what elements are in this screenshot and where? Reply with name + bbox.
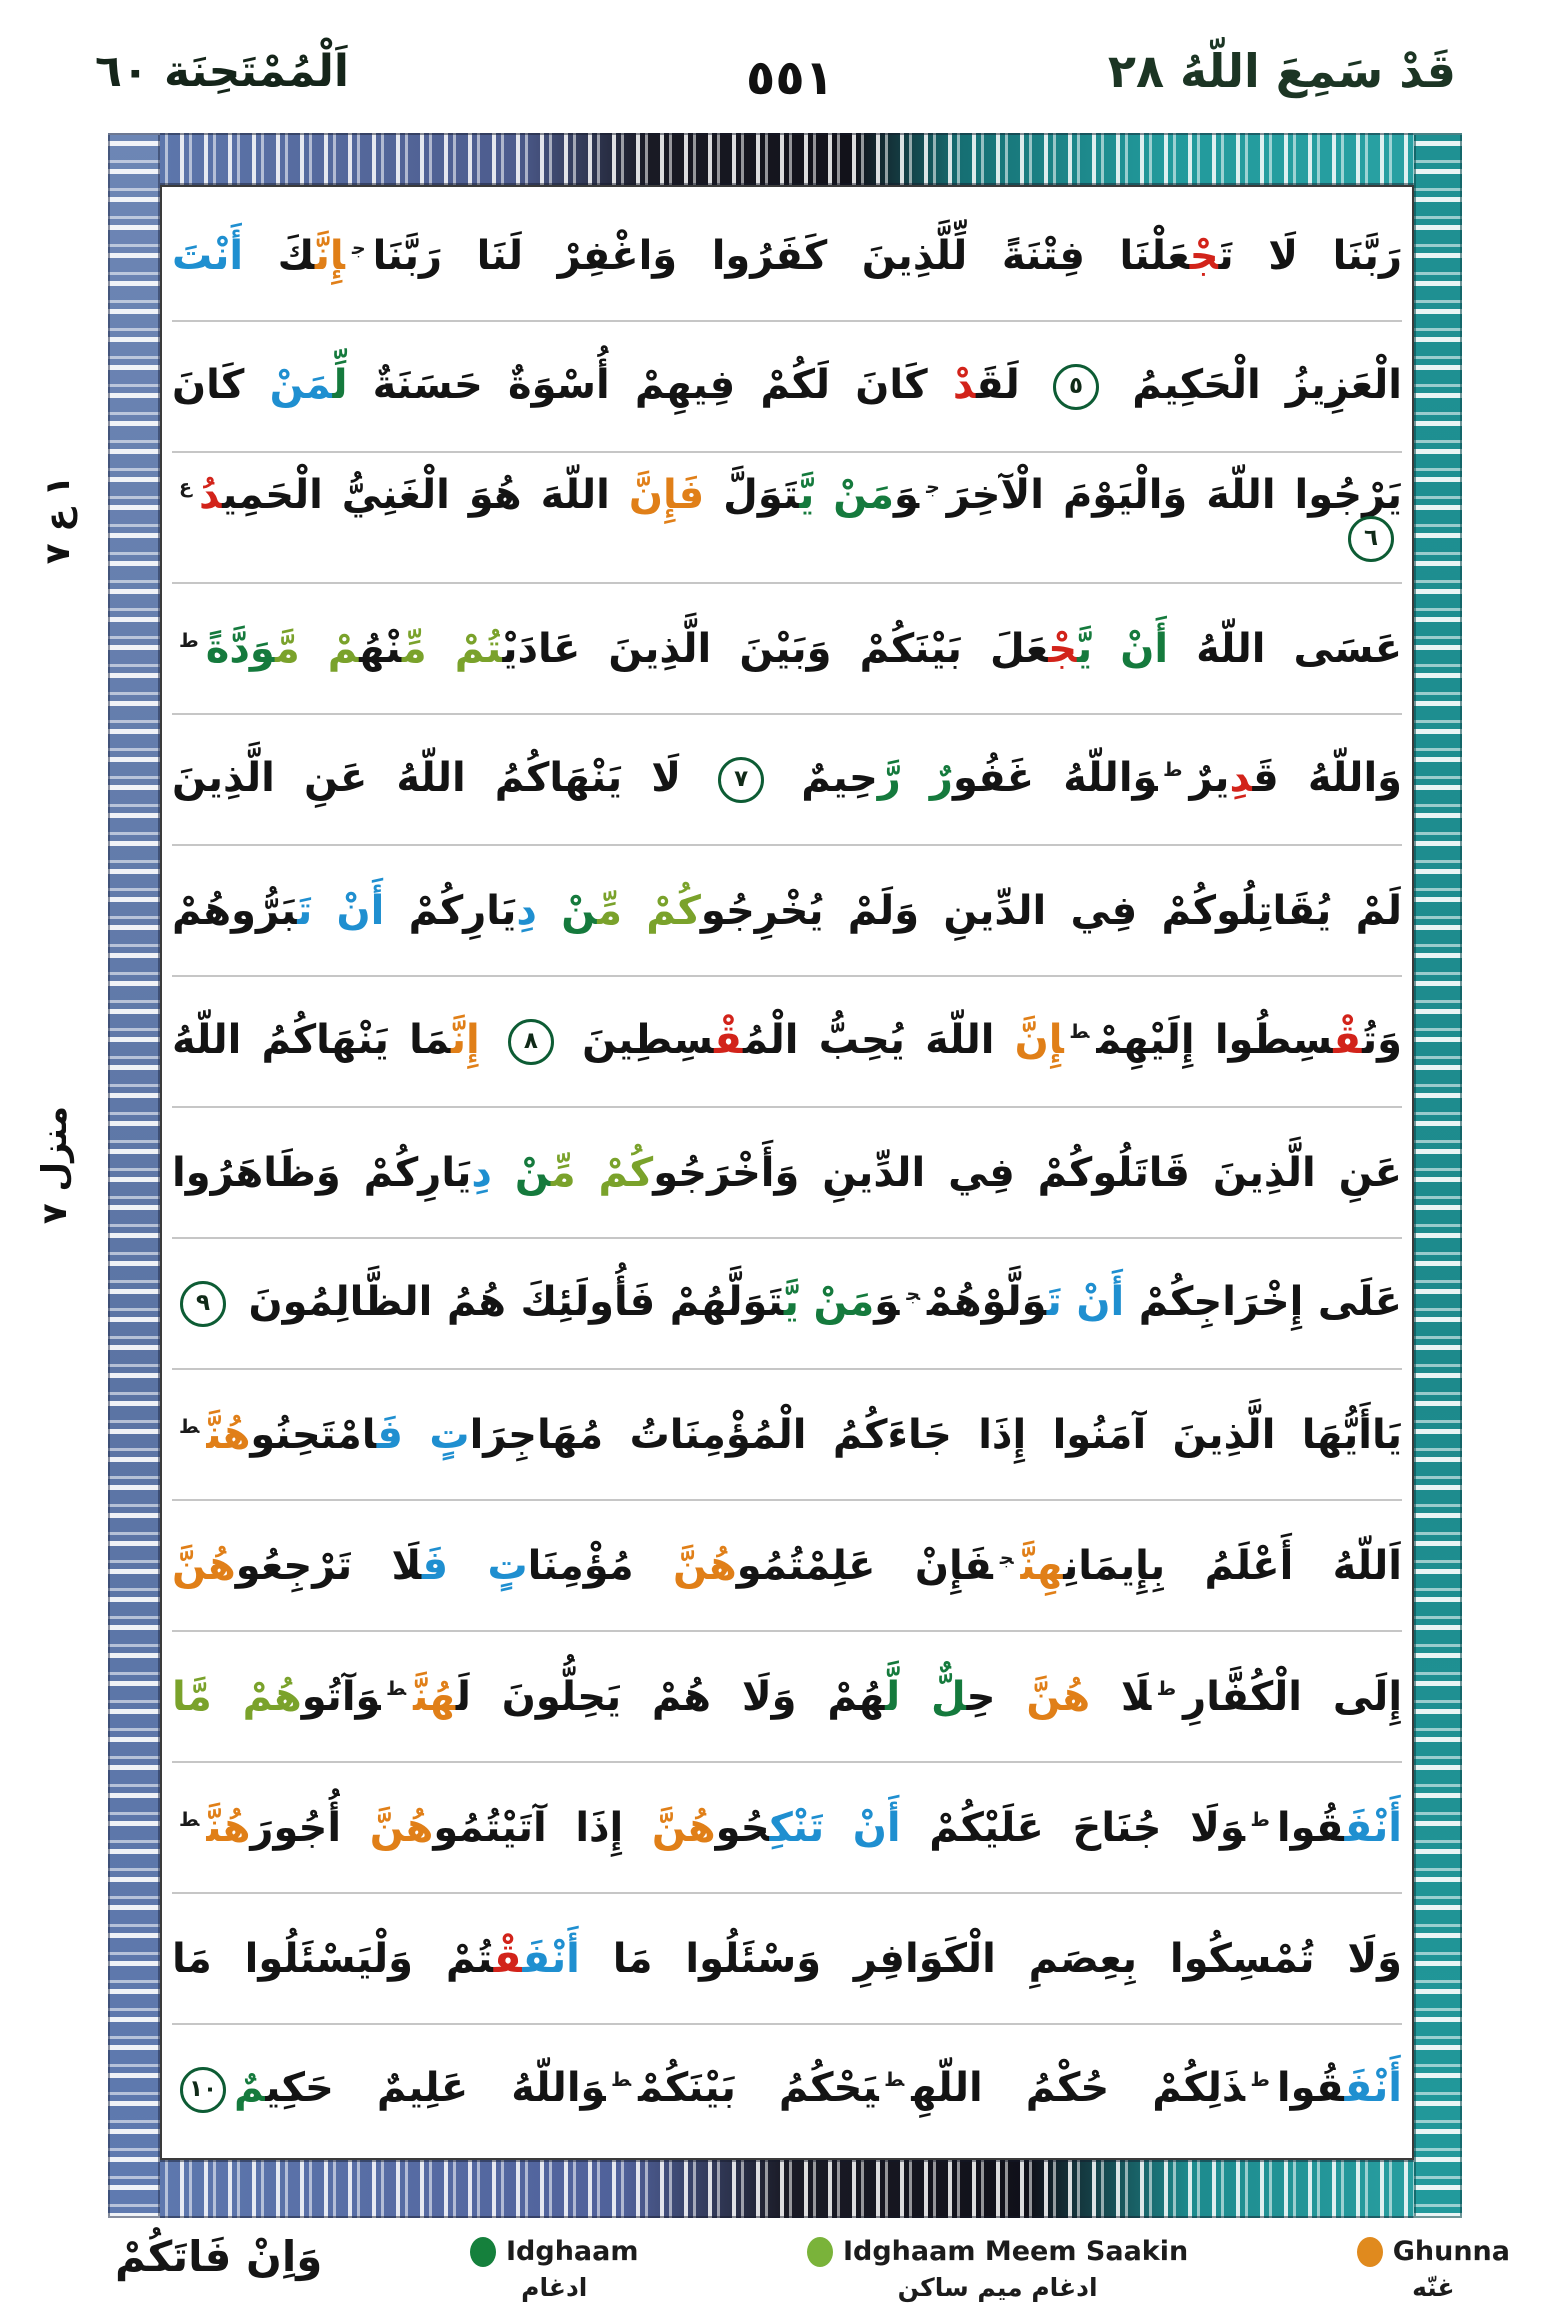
tajweed-text-segment: لِّ <box>332 361 348 408</box>
tajweed-text-segment: هُنَّ <box>413 1673 456 1720</box>
tajweed-text-segment: دُ <box>198 471 223 518</box>
quran-line <box>172 1501 1402 1632</box>
tajweed-text-segment: وَتُ <box>1362 1016 1402 1063</box>
waqf-mark: ط <box>1070 1020 1090 1043</box>
waqf-mark: ج <box>351 236 366 259</box>
verse-number-badge: ٦ <box>1348 516 1394 562</box>
quran-line <box>172 584 1402 715</box>
tajweed-text-segment: يَحْكُمُ بَيْنَكُمْ <box>638 2064 879 2111</box>
quran-line-text <box>172 1016 1402 1065</box>
tajweed-text-segment <box>537 888 561 934</box>
waqf-mark: ج <box>926 475 940 498</box>
tajweed-text-segment: اَللّهُ أَعْلَمُ بِإِيمَانِ <box>1063 1542 1402 1589</box>
tajweed-text-segment: جْ <box>1048 625 1078 672</box>
tajweed-text-segment: مَا يَنْهَاكُمُ اللّهُ <box>172 1016 451 1063</box>
quran-line-text <box>172 471 1402 562</box>
tajweed-text-segment: إِذَا آتَيْتُمُو <box>433 1804 652 1851</box>
tajweed-text-segment: كَ <box>243 232 315 279</box>
tajweed-text-segment: هُمْ مَّا <box>172 1673 302 1720</box>
verse-number-badge: ٧ <box>718 757 764 803</box>
tajweed-text-segment <box>480 1017 500 1063</box>
ruku-marker: ١ ع ٧ <box>38 475 78 565</box>
tajweed-text-segment: وَاللّهُ عَلِيمٌ حَكِي <box>265 2064 606 2111</box>
tajweed-text-segment: قْ <box>493 1935 523 1982</box>
tajweed-text-segment: هُنَّ <box>673 1542 737 1589</box>
quran-line-text <box>172 2064 1402 2113</box>
tajweed-text-segment: وَآتُو <box>301 1673 381 1720</box>
waqf-mark: ط <box>1158 1677 1177 1700</box>
frame-border-top <box>108 133 1462 185</box>
tajweed-text-segment: تٍ فَ <box>421 1542 528 1589</box>
legend-item-row <box>1357 2236 1510 2267</box>
quran-line <box>172 1370 1402 1501</box>
quran-text-block <box>160 185 1414 2160</box>
tajweed-text-segment: عَنِ الَّذِينَ قَاتَلُوكُمْ فِي الدِّينِ وَأَخْرَجُو <box>653 1149 1402 1196</box>
tajweed-text-segment: حِ <box>966 1673 1027 1720</box>
tajweed-text-segment: وَ <box>894 471 920 518</box>
tajweed-text-segment: هُنَّ <box>651 1804 716 1851</box>
quran-line <box>172 1108 1402 1239</box>
tajweed-text-segment: أَنْتَ <box>172 232 244 279</box>
waqf-mark: ط <box>387 1677 407 1700</box>
frame-border-right <box>1414 133 1462 2218</box>
quran-line <box>172 453 1402 584</box>
tajweed-text-segment: يَاأَيُّهَا الَّذِينَ آمَنُوا إِذَا جَاءَكُمُ الْمُؤْمِنَاتُ مُهَاجِرَا <box>469 1411 1402 1458</box>
tajweed-text-segment: يَرْجُوا اللّهَ وَالْيَوْمَ الْآخِرَ <box>946 471 1402 518</box>
tajweed-text-segment: قْ <box>1333 1016 1363 1063</box>
tajweed-text-segment: دْ <box>952 361 976 408</box>
page-number: ٥٥١ <box>746 50 834 106</box>
quran-line-text <box>172 1935 1402 1982</box>
legend-item-row <box>807 2236 1188 2267</box>
legend-label-english: Idghaam Meem Saakin <box>842 2236 1189 2267</box>
tajweed-text-segment: دِ <box>516 887 537 934</box>
quran-line <box>172 1239 1402 1370</box>
tajweed-text-segment: هُنَّ <box>369 1804 434 1851</box>
juz-name-label: قَدْ سَمِعَ اللّهُ ٢٨ <box>1107 44 1456 98</box>
legend-label-arabic: ادغام <box>521 2273 588 2302</box>
tajweed-text-segment: أَنْ تَ <box>1046 1278 1125 1325</box>
waqf-mark: ط <box>179 1415 200 1438</box>
tajweed-text-segment: حُو <box>715 1804 770 1851</box>
tajweed-text-segment: رٌ رَّ <box>877 754 953 801</box>
tajweed-text-segment: كَانَ لَكُمْ فِيهِمْ أُسْوَةٌ حَسَنَةٌ <box>347 361 953 408</box>
quran-line-text <box>172 625 1402 672</box>
tajweed-text-segment: يَارِكُمْ <box>384 887 517 934</box>
tajweed-text-segment: اللّهَ هُوَ الْغَنِيُّ الْحَمِي <box>222 471 629 518</box>
quran-line <box>172 715 1402 846</box>
legend-item <box>1357 2236 1510 2302</box>
quran-line-text <box>172 232 1402 279</box>
quran-line-text <box>172 887 1402 934</box>
tajweed-text-segment: قُوا <box>1276 1804 1345 1851</box>
tajweed-text-segment: وَدَّةً <box>205 625 275 672</box>
tajweed-text-segment: عَسَى اللّهُ <box>1168 625 1402 672</box>
tajweed-text-segment: تٍ فَ <box>376 1411 470 1458</box>
tajweed-text-segment: سِطِينَ <box>561 1016 715 1063</box>
quran-line-text <box>172 1411 1402 1458</box>
quran-line-text <box>172 1673 1402 1720</box>
tajweed-text-segment: نْ <box>561 887 598 934</box>
legend-label-arabic: ادغام ميم ساكن <box>897 2273 1098 2302</box>
tajweed-text-segment: مَنْ يَّ <box>783 1278 875 1325</box>
tajweed-text-segment: عَلْنَا فِتْنَةً لِّلَّذِينَ كَفَرُوا وَاغْفِرْ لَنَا رَبَّنَا <box>372 232 1190 279</box>
tajweed-text-segment: هُنَّ <box>1026 1673 1091 1720</box>
verse-number-badge: ٩ <box>180 1281 226 1327</box>
tajweed-text-segment: وَلَا تُمْسِكُوا بِعِصَمِ الْكَوَافِرِ وَسْئَلُوا مَا <box>579 1935 1402 1982</box>
legend-item <box>807 2236 1188 2302</box>
tajweed-text-segment: لَقَ <box>975 361 1045 408</box>
legend-label-english: Idghaam <box>506 2236 639 2267</box>
tajweed-text-segment: بَرُّوهُمْ <box>172 887 298 934</box>
waqf-mark: ط <box>1251 1808 1270 1831</box>
tajweed-legend <box>470 2236 1510 2302</box>
tajweed-text-segment: كُمْ مِّ <box>597 887 701 934</box>
tajweed-text-segment: حِيمٌ <box>772 754 878 801</box>
tajweed-text-segment <box>492 1150 515 1196</box>
tajweed-text-segment: مُؤْمِنَا <box>527 1542 674 1589</box>
tajweed-text-segment: لَا <box>1090 1673 1152 1720</box>
tajweed-text-segment: عَلَ بَيْنَكُمْ وَبَيْنَ الَّذِينَ عَادَيْ <box>502 625 1049 672</box>
legend-color-dot-icon <box>1357 2237 1383 2267</box>
tajweed-text-segment: تُمْ وَلْيَسْئَلُوا مَا <box>172 1935 494 1982</box>
verse-number-badge: ٨ <box>508 1019 554 1065</box>
tajweed-text-segment: أَنْ تَنْكِ <box>769 1804 901 1851</box>
quran-line <box>172 191 1402 322</box>
tajweed-text-segment: يَارِكُمْ وَظَاهَرُوا <box>172 1149 472 1196</box>
tajweed-text-segment: نْهُ <box>359 625 402 672</box>
tajweed-text-segment: وَلَّوْهُمْ <box>927 1278 1047 1325</box>
tajweed-text-segment: تُمْ مِّ <box>401 625 503 672</box>
waqf-mark: ع <box>179 475 192 498</box>
legend-label-english: Ghunna <box>1392 2236 1510 2267</box>
tajweed-text-segment: سِطُوا إِلَيْهِمْ <box>1096 1016 1334 1063</box>
tajweed-text-segment: قُوا <box>1276 2064 1345 2111</box>
frame-border-left <box>108 133 160 2218</box>
tajweed-text-segment: إِنَّ <box>450 1016 480 1063</box>
tajweed-text-segment: هُنَّ <box>172 1542 236 1589</box>
tajweed-text-segment: مَنْ <box>269 361 333 408</box>
tajweed-text-segment: هُمْ وَلَا هُمْ يَحِلُّونَ لَ <box>455 1673 886 1720</box>
manzil-marker: منزل ٧ <box>35 1105 75 1225</box>
verse-number-badge: ٥ <box>1053 364 1099 410</box>
waqf-mark: ج <box>906 1282 921 1305</box>
quran-line <box>172 322 1402 453</box>
tajweed-text-segment: تَوَلَّ <box>704 471 800 518</box>
tajweed-text-segment: قْ <box>714 1016 743 1063</box>
tajweed-text-segment: كُمْ مِّ <box>550 1149 654 1196</box>
tajweed-text-segment: وَاللّهُ قَ <box>1252 754 1402 801</box>
tajweed-text-segment: يرٌ <box>1189 754 1230 801</box>
quran-line <box>172 1894 1402 2025</box>
tajweed-text-segment: فَإِنَّ <box>628 471 705 518</box>
tajweed-text-segment: أَنْفَ <box>1344 2064 1402 2111</box>
page-header <box>0 36 1556 128</box>
tajweed-text-segment: إِنَّ <box>1014 1016 1064 1063</box>
legend-color-dot-icon <box>470 2237 496 2267</box>
legend-item-row <box>470 2236 639 2267</box>
tajweed-text-segment: إِنَّ <box>314 232 345 279</box>
tajweed-text-segment: وَلَا جُنَاحَ عَلَيْكُمْ <box>900 1804 1245 1851</box>
tajweed-text-segment: مْ مَّ <box>274 625 360 672</box>
tajweed-text-segment: مَنْ يَّ <box>799 471 895 518</box>
waqf-mark: ج <box>999 1546 1014 1569</box>
waqf-mark: ط <box>179 629 199 652</box>
tajweed-text-segment: هِنَّ <box>1020 1542 1064 1589</box>
catchword: وَاِنْ فَاتَكُمْ <box>115 2232 323 2281</box>
tajweed-text-segment: رَبَّنَا لَا تَ <box>1218 232 1402 279</box>
surah-name-label: اَلْمُمْتَحِنَة ٦٠ <box>95 46 349 97</box>
legend-label-arabic: غنّه <box>1412 2273 1455 2302</box>
frame-border-bottom <box>108 2160 1462 2218</box>
ornamental-frame <box>108 133 1462 2218</box>
tajweed-text-segment: نْ <box>514 1149 551 1196</box>
tajweed-text-segment: لَا يَنْهَاكُمُ اللّهُ عَنِ الَّذِينَ <box>172 754 711 801</box>
tajweed-text-segment: الْعَزِيزُ الْحَكِيمُ <box>1107 361 1402 408</box>
tajweed-text-segment: وَاللّهُ غَفُو <box>952 754 1158 801</box>
tajweed-text-segment: امْتَحِنُو <box>250 1411 377 1458</box>
quran-line <box>172 1632 1402 1763</box>
quran-line-text <box>172 1542 1402 1589</box>
legend-item <box>470 2236 639 2302</box>
legend-color-dot-icon <box>807 2237 833 2267</box>
quran-line <box>172 846 1402 977</box>
tajweed-text-segment: لَمْ يُقَاتِلُوكُمْ فِي الدِّينِ وَلَمْ يُخْرِجُو <box>700 887 1402 934</box>
tajweed-text-segment: أَنْ تَ <box>297 887 385 934</box>
tajweed-text-segment: أَنْفَ <box>522 1935 580 1982</box>
verse-number-badge: ١٠ <box>180 2067 226 2113</box>
tajweed-text-segment: مٌ <box>234 2064 266 2111</box>
tajweed-text-segment: إِلَى الْكُفَّارِ <box>1183 1673 1402 1720</box>
tajweed-text-segment: أَنْ يَّ <box>1077 625 1169 672</box>
tajweed-text-segment: اللّهَ يُحِبُّ الْمُ <box>742 1016 1015 1063</box>
tajweed-text-segment: جْ <box>1189 232 1219 279</box>
tajweed-text-segment: كَانَ <box>172 361 270 408</box>
waqf-mark: ط <box>1252 2068 1270 2091</box>
waqf-mark: ط <box>885 2068 905 2091</box>
quran-line <box>172 2025 1402 2154</box>
tajweed-text-segment: هُنَّ <box>206 1411 251 1458</box>
tajweed-text-segment: لَا تَرْجِعُو <box>235 1542 422 1589</box>
tajweed-text-segment: عَلَى إِخْرَاجِكُمْ <box>1124 1278 1402 1325</box>
tajweed-text-segment: أَنْفَ <box>1344 1804 1402 1851</box>
tajweed-text-segment: فَإِنْ عَلِمْتُمُو <box>736 1542 993 1589</box>
tajweed-text-segment: دِ <box>1229 754 1253 801</box>
quran-line-text <box>172 1804 1402 1851</box>
quran-line-text <box>172 1278 1402 1327</box>
quran-line-text <box>172 361 1402 410</box>
quran-line-text <box>172 1149 1402 1196</box>
tajweed-text-segment: دِ <box>471 1149 492 1196</box>
tajweed-text-segment: ذَلِكُمْ حُكْمُ اللّهِ <box>911 2064 1245 2111</box>
waqf-mark: ط <box>612 2068 632 2091</box>
tajweed-text-segment: تَوَلَّهُمْ فَأُولَئِكَ هُمُ الظَّالِمُونَ <box>234 1278 784 1325</box>
tajweed-text-segment: أُجُورَ <box>250 1804 370 1851</box>
waqf-mark: ط <box>179 1808 200 1831</box>
quran-line <box>172 977 1402 1108</box>
tajweed-text-segment: لٌّ لَّ <box>885 1673 967 1720</box>
quran-line <box>172 1763 1402 1894</box>
tajweed-text-segment: هُنَّ <box>206 1804 251 1851</box>
quran-line-text <box>172 754 1402 803</box>
waqf-mark: ط <box>1164 758 1183 781</box>
tajweed-text-segment: وَ <box>874 1278 900 1325</box>
